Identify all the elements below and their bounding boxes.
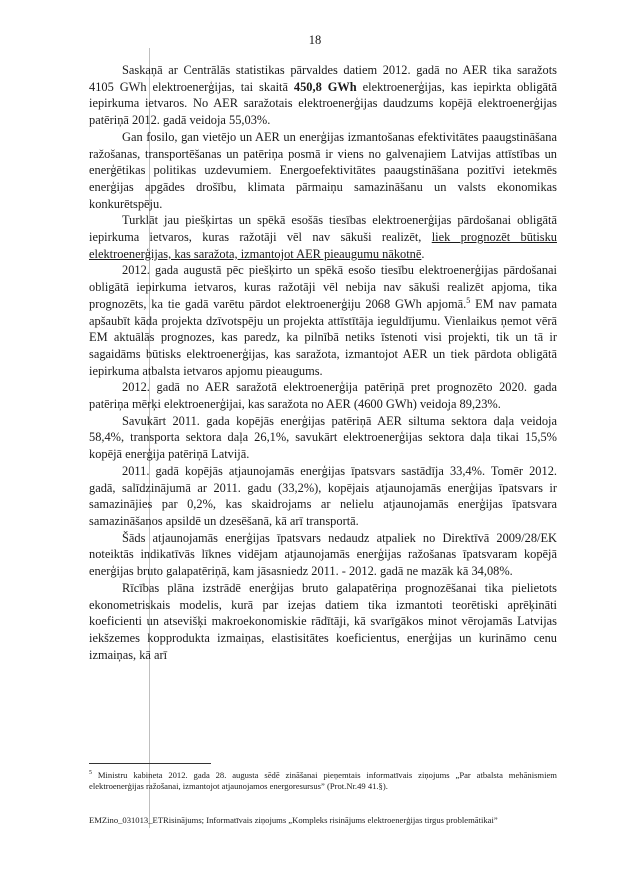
footnote-divider	[89, 763, 211, 764]
footnote-reference: 5	[466, 295, 471, 305]
paragraph	[89, 379, 557, 412]
footnote-marker: 5	[89, 770, 92, 776]
paragraph-text: Rīcības plāna izstrādē enerģijas bruto galapatēriņa prognozēšanai tika pielietots ekonometriskais modelis, kurā par izejas datiem tika izmantoti teorētiski aprēķināti koeficienti un atsevišķi makroekonomiskie rādītāji, kā svarīgākos minot vērojamās Latvijas iekšzemes kopprodukta izmaiņas, elastisitātes koeficientus, enerģijas un kurināmo cenu izmaiņas, kā arī	[89, 580, 557, 662]
paragraph	[89, 129, 557, 213]
footnote	[89, 768, 557, 793]
paragraph	[89, 463, 557, 530]
paragraph-text: elektroenerģijas, kas iepirkta obligātā iepirkuma ietvaros. No AER saražotais elektroenerģijas daudzums kopējā elektroenerģijas patēriņā 2012. gadā veidoja 55,03%.	[89, 79, 557, 128]
paragraph-text: Šāds atjaunojamās enerģijas īpatsvars nedaudz atpaliek no Direktīvā 2009/28/EK noteiktās indikatīvās līknes vidējam atjaunojamās enerģijas ražošanas īpatsvaram kopējā enerģijas bruto galapatēriņā, kam jāsasniedz 2011. - 2012. gadā ne mazāk kā 34,08%.	[89, 530, 557, 579]
paragraph-text: 2011. gadā kopējās atjaunojamās enerģijas īpatsvars sastādīja 33,4%. Tomēr 2012. gadā, salīdzinājumā ar 2011. gadu (33,2%), kopējais atjaunojamās enerģijas īpatsvars ir samazinājies par 0,2%, kas skaidrojams ar nelielu atjaunojamās enerģijas īpatsvara samazināšanos apsildē un dzesēšanā, kā arī transportā.	[89, 463, 557, 528]
paragraph-text: 2012. gada augustā pēc piešķirto un spēkā esošo tiesību elektroenerģijas pārdošanai obligātā iepirkuma ietvaros, kuras ražotāji vēl nebija nav sākuši realizēt apjoma, tika prognozēts, ka tie gadā varētu pārdot elektroenerģiju 2068 GWh apjomā.	[89, 263, 557, 311]
paragraph	[89, 413, 557, 463]
paragraph-text: Saskaņā ar Centrālās statistikas pārvaldes datiem 2012. gadā no AER tika saražots 4105 GWh elektroenerģijas, tai skaitā	[89, 63, 557, 94]
paragraph	[89, 530, 557, 580]
paragraph-text: 2012. gadā no AER saražotā elektroenerģija patēriņā pret prognozēto 2020. gada patēriņa mērķi elektroenerģijai, kas saražota no AER (4600 GWh) veidoja 89,23%.	[89, 380, 557, 412]
paragraph-text: .	[421, 246, 425, 261]
paragraph	[89, 580, 557, 664]
body-text	[89, 62, 557, 663]
paragraph-text: Gan fosilo, gan vietējo un AER un enerģijas izmantošanas efektivitātes paaugstināšana ražošanas, transportēšanas un patēriņa posmā ir viens no galvenajiem Latvijas attīstības un enerģētikas politikas uzdevumiem. Energoefektivitātes paaugstināšana pozitīvi ietekmēs enerģijas apgādes drošību, klimata pārmaiņu samazināšanu un valsts ekonomikas konkurētspēju.	[89, 129, 557, 211]
footnote-text: Ministru kabineta 2012. gada 28. augusta sēdē zināšanai pieņemtais informatīvais ziņojums „Par atbalsta mehānismiem elektroenerģijas ražošanai, izmantojot atjaunojamos energoresursus” (Prot.Nr.49 41.§).	[89, 769, 557, 792]
paragraph	[89, 262, 557, 379]
paragraph	[89, 62, 557, 129]
document-footer: EMZino_031013_ETRisinājums; Informatīvais ziņojums „Kompleks risinājums elektroenerģijas tirgus problemātikai”	[89, 815, 498, 825]
paragraph	[89, 212, 557, 262]
bold-figure: 450,8 GWh	[293, 79, 357, 94]
page-number: 18	[308, 33, 322, 47]
paragraph-text: Savukārt 2011. gada kopējās enerģijas patēriņā AER siltuma sektora daļa veidoja 58,4%, transporta sektora daļa 26,1%, savukārt elektroenerģijas sektora daļa tikai 15,5% kopējā enerģija patēriņā Latvijā.	[89, 413, 557, 462]
paragraph-text: EM nav pamata apšaubīt kāda projekta dzīvotspēju un projekta attīstītāja ieguldījumu. Vienlaikus ņemot vērā EM aktuālās prognozes, kas paredz, ka pilnībā netiks īstenoti visi projekti, tik un tā ir sagaidāms būtisks elektroenerģijas, kas saražota, izmantojot AER un tiek pārdota obligātā iepirkuma atbalsta ietvaros apjomu pieaugums.	[89, 296, 558, 378]
paragraph-text: Turklāt jau piešķirtas un spēkā esošās tiesības elektroenerģijas pārdošanai obligātā iepirkuma ietvaros, kuras ražotāji vēl nav sākuši realizēt,	[89, 213, 557, 245]
underlined-text: liek prognozēt būtisku elektroenerģijas, kas saražota, izmantojot AER pieaugumu nākotnē	[89, 230, 557, 261]
